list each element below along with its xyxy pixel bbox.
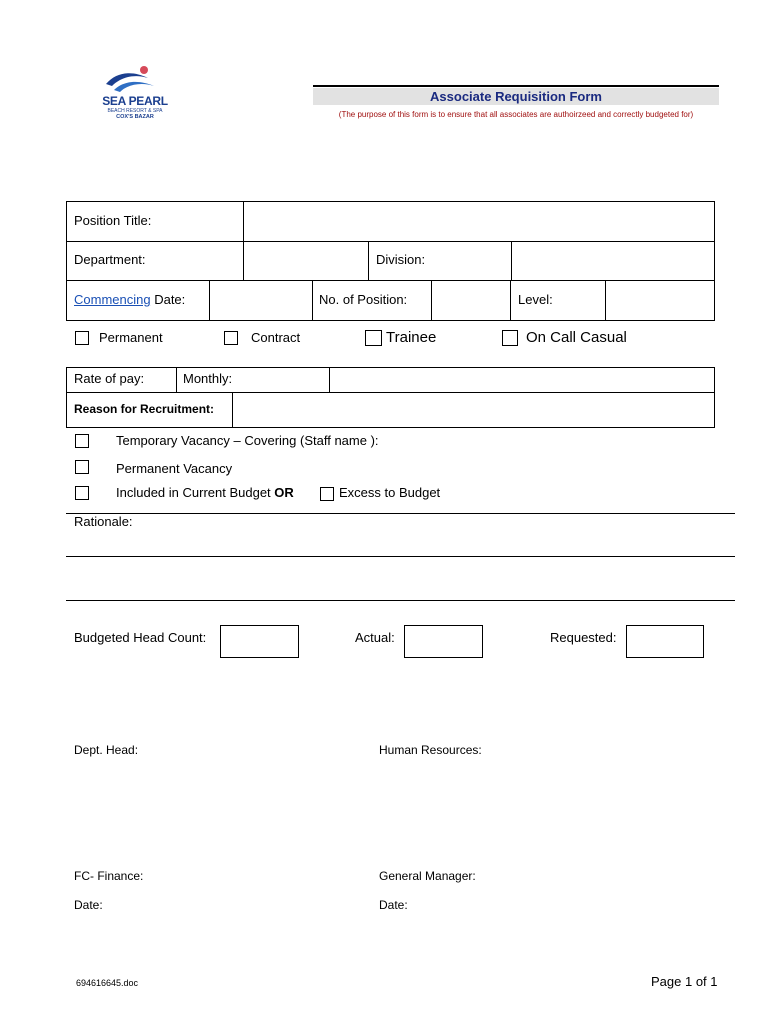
trainee-checkbox[interactable]: [365, 330, 382, 346]
excess-budget-label: Excess to Budget: [339, 485, 441, 500]
general-manager-label: General Manager:: [379, 869, 476, 883]
footer-page-number: Page 1 of 1: [651, 974, 718, 989]
fc-finance-label: FC- Finance:: [74, 869, 144, 883]
rationale-top-rule: [66, 513, 735, 514]
pay-table-divider: [176, 367, 177, 392]
logo-location: COX'S BAZAR: [116, 114, 154, 120]
sea-pearl-logo: [92, 62, 178, 126]
requested-field[interactable]: [626, 625, 704, 658]
dept-head-label: Dept. Head:: [74, 743, 139, 757]
included-budget-label: [116, 485, 294, 500]
requested-label: Requested:: [550, 630, 617, 645]
or-text: OR: [274, 485, 294, 500]
temporary-vacancy-label: Temporary Vacancy – Covering (Staff name ):: [116, 433, 379, 448]
permanent-label: Permanent: [99, 330, 163, 345]
table-divider: [510, 280, 511, 321]
position-title-label: Position Title:: [74, 213, 152, 228]
form-title: Associate Requisition Form: [313, 88, 719, 105]
human-resources-label: Human Resources:: [379, 743, 482, 757]
department-label: Department:: [74, 252, 146, 267]
excess-budget-checkbox[interactable]: [320, 487, 334, 501]
commencing-date-field[interactable]: [210, 281, 312, 320]
form-purpose: (The purpose of this form is to ensure that all associates are authoirzeed and correctly budgeted for): [338, 110, 694, 119]
position-title-field[interactable]: [244, 202, 714, 241]
contract-checkbox[interactable]: [224, 331, 238, 345]
actual-label: Actual:: [355, 630, 395, 645]
permanent-vacancy-label: Permanent Vacancy: [116, 461, 233, 476]
wave-logo-icon: [92, 62, 178, 96]
contract-label: Contract: [251, 330, 301, 345]
no-of-position-label: No. of Position:: [319, 292, 408, 307]
trainee-label: Trainee: [386, 329, 437, 346]
commencing-date-text: Date:: [150, 292, 186, 307]
division-label: Division:: [376, 252, 426, 267]
table-divider: [368, 241, 369, 280]
permanent-vacancy-checkbox[interactable]: [75, 460, 89, 474]
on-call-casual-label: On Call Casual: [526, 329, 627, 346]
date-left-label: Date:: [74, 898, 103, 912]
included-budget-checkbox[interactable]: [75, 486, 89, 500]
commencing-link[interactable]: Commencing: [74, 292, 151, 307]
logo-name: SEA PEARL: [102, 94, 168, 108]
rationale-line[interactable]: [66, 600, 735, 601]
commencing-date-label: [74, 292, 185, 307]
actual-field[interactable]: [404, 625, 483, 658]
permanent-checkbox[interactable]: [75, 331, 89, 345]
rationale-label: Rationale:: [74, 514, 133, 529]
department-field[interactable]: [244, 242, 368, 280]
reason-field[interactable]: [233, 393, 714, 427]
rationale-line[interactable]: [66, 556, 735, 557]
monthly-label: Monthly:: [183, 371, 233, 386]
reason-label: Reason for Recruitment:: [74, 402, 215, 416]
division-field[interactable]: [512, 242, 714, 280]
date-right-label: Date:: [379, 898, 408, 912]
level-label: Level:: [518, 292, 553, 307]
title-rule: [313, 85, 719, 87]
logo-subtitle: BEACH RESORT & SPA: [107, 108, 163, 114]
on-call-casual-checkbox[interactable]: [502, 330, 518, 346]
budgeted-head-count-field[interactable]: [220, 625, 299, 658]
monthly-field[interactable]: [330, 368, 714, 392]
budgeted-head-count-label: Budgeted Head Count:: [74, 630, 207, 645]
no-of-position-field[interactable]: [432, 281, 510, 320]
temporary-vacancy-checkbox[interactable]: [75, 434, 89, 448]
included-budget-text: Included in Current Budget: [116, 485, 271, 500]
table-divider: [312, 280, 313, 321]
level-field[interactable]: [606, 281, 714, 320]
footer-filename: 694616645.doc: [76, 978, 139, 988]
rate-of-pay-label: Rate of pay:: [74, 371, 145, 386]
